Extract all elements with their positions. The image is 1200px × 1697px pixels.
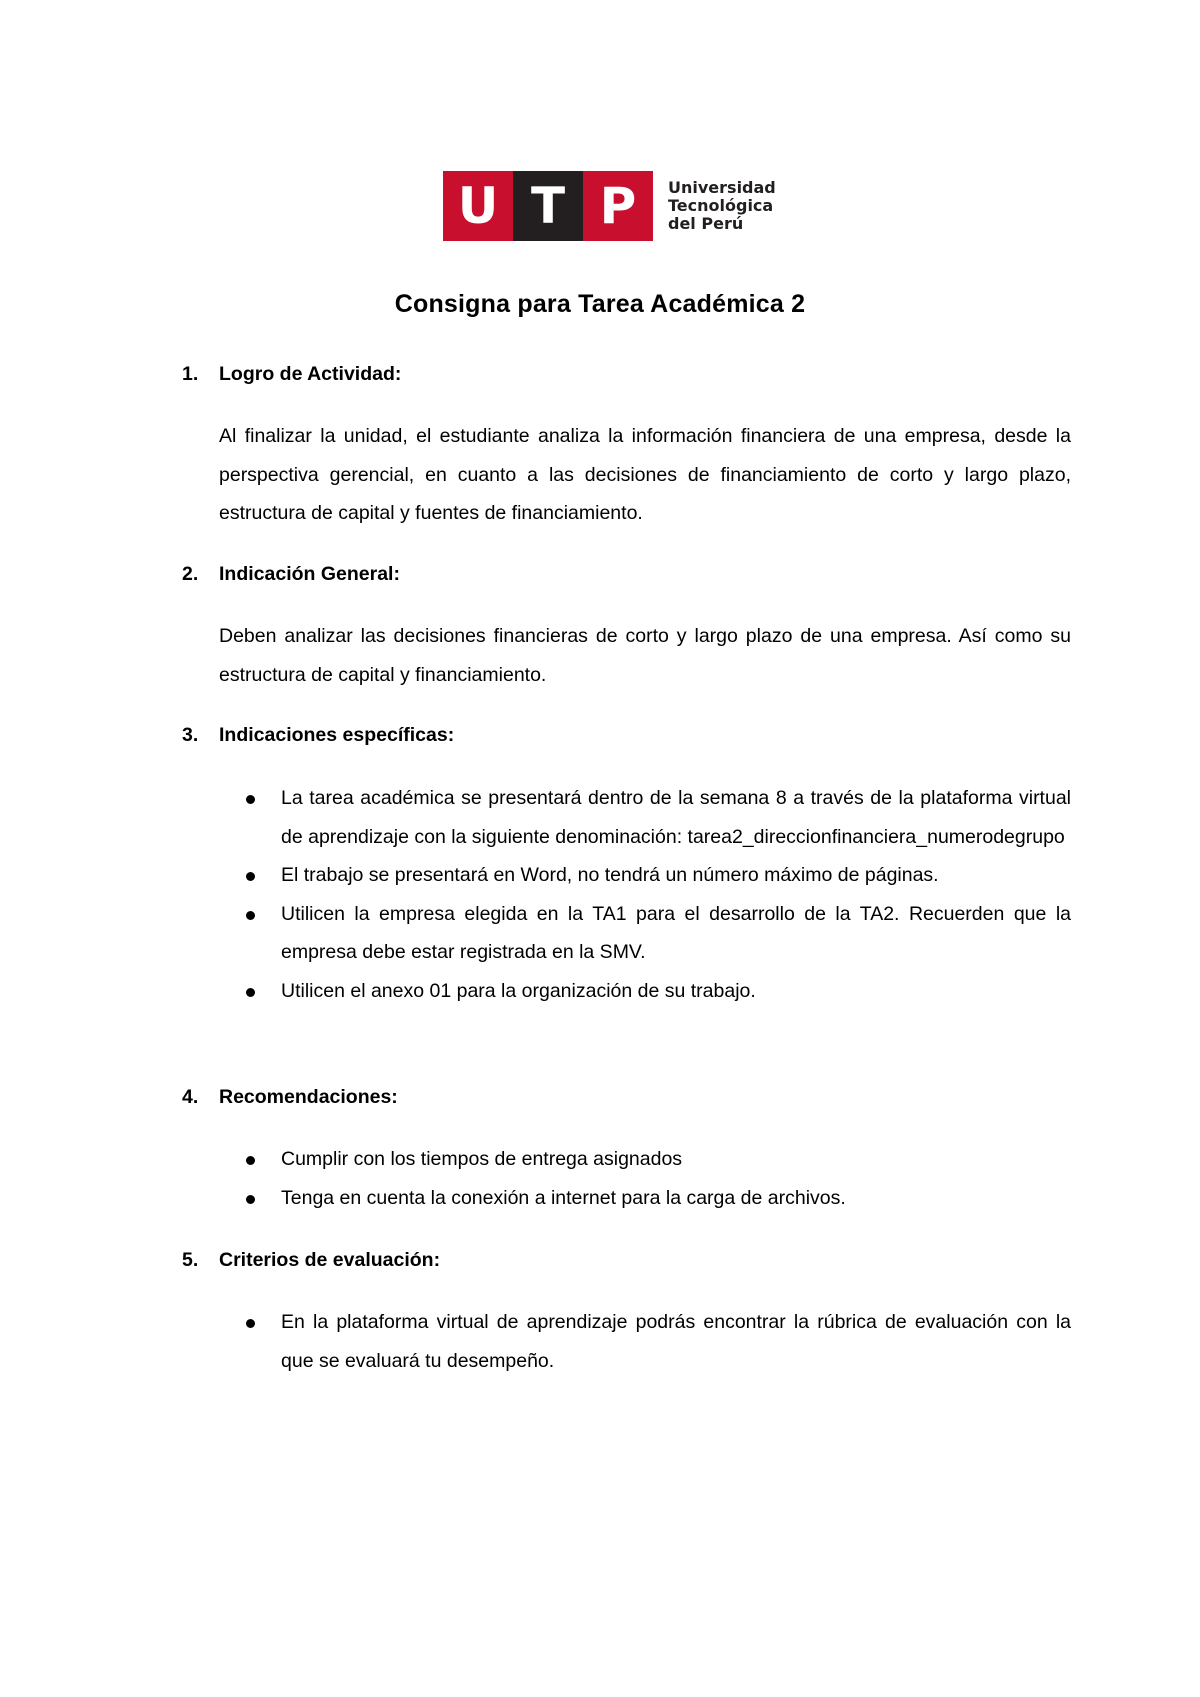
page-title: Consigna para Tarea Académica 2: [394, 290, 806, 318]
list-item-text: Utilicen la empresa elegida en la TA1 para el desarrollo de la TA2. Recuerden que la empresa debe estar registrada en la SMV.: [281, 902, 1071, 963]
section-number: 5.: [182, 1249, 199, 1271]
list-item: [0, 856, 1071, 895]
section-heading-2: [182, 562, 400, 586]
section-title: Recomendaciones:: [219, 1086, 398, 1108]
bullet-icon: [246, 872, 255, 881]
list-item-text: Cumplir con los tiempos de entrega asignados: [281, 1148, 683, 1170]
logo-name-line: del Perú: [668, 214, 744, 233]
list-item: [0, 1179, 1071, 1218]
logo-university-name: [668, 179, 776, 233]
utp-logo: [443, 171, 776, 241]
bullet-icon: [246, 911, 255, 920]
section-number: 3.: [182, 724, 199, 746]
bullet-icon: [246, 795, 255, 804]
section-heading-5: [182, 1248, 440, 1272]
list-item: [0, 1303, 1071, 1380]
list-item-text: Tenga en cuenta la conexión a internet para la carga de archivos.: [281, 1186, 846, 1209]
logo-name-line: Tecnológica: [668, 196, 774, 215]
list-item-text: En la plataforma virtual de aprendizaje podrás encontrar la rúbrica de evaluación con la que se evaluará tu desempeño.: [281, 1311, 1071, 1372]
logo-letter-u: U: [443, 171, 513, 241]
section-title: Logro de Actividad:: [219, 363, 402, 385]
logo-name-line: Universidad: [668, 178, 776, 197]
bullet-icon: [246, 988, 255, 997]
list-item: [0, 895, 1071, 972]
logo-letter-p: P: [583, 171, 653, 241]
section-number: 2.: [182, 563, 199, 585]
section-2-paragraph: Deben analizar las decisiones financieras de corto y largo plazo de una empresa. Así como su estructura de capital y financiamiento.: [219, 625, 1071, 686]
bullet-icon: [246, 1156, 255, 1165]
list-item: [0, 779, 1071, 856]
section-title: Indicaciones específicas:: [219, 724, 455, 746]
list-item-text: El trabajo se presentará en Word, no tendrá un número máximo de páginas.: [281, 864, 939, 886]
section-5-bullet-list: [0, 1303, 1200, 1380]
section-4-bullet-list: [0, 1140, 1200, 1217]
section-number: 1.: [182, 363, 199, 385]
section-3-bullet-list: [0, 779, 1200, 1010]
section-heading-1: [182, 362, 401, 386]
bullet-icon: [246, 1195, 255, 1204]
section-1-paragraph: Al finalizar la unidad, el estudiante analiza la información financiera de una empresa, desde la perspectiva gerencial, en cuanto a las decisiones de financiamiento de corto y largo plazo, estructura de capital y fuentes de financiamiento.: [219, 425, 1071, 524]
section-title: Indicación General:: [219, 563, 400, 585]
logo-letter-t: T: [513, 171, 583, 241]
section-number: 4.: [182, 1086, 199, 1108]
list-item-text: La tarea académica se presentará dentro de la semana 8 a través de la plataforma virtual de aprendizaje con la siguiente denominación: tarea2_direccionfinanciera_numerodegrupo: [281, 787, 1071, 848]
section-heading-4: [182, 1085, 398, 1109]
bullet-icon: [246, 1319, 255, 1328]
list-item: [0, 972, 1071, 1011]
section-heading-3: [182, 723, 454, 747]
section-title: Criterios de evaluación:: [219, 1249, 441, 1271]
list-item: [0, 1140, 1071, 1179]
list-item-text: Utilicen el anexo 01 para la organización de su trabajo.: [281, 979, 756, 1002]
